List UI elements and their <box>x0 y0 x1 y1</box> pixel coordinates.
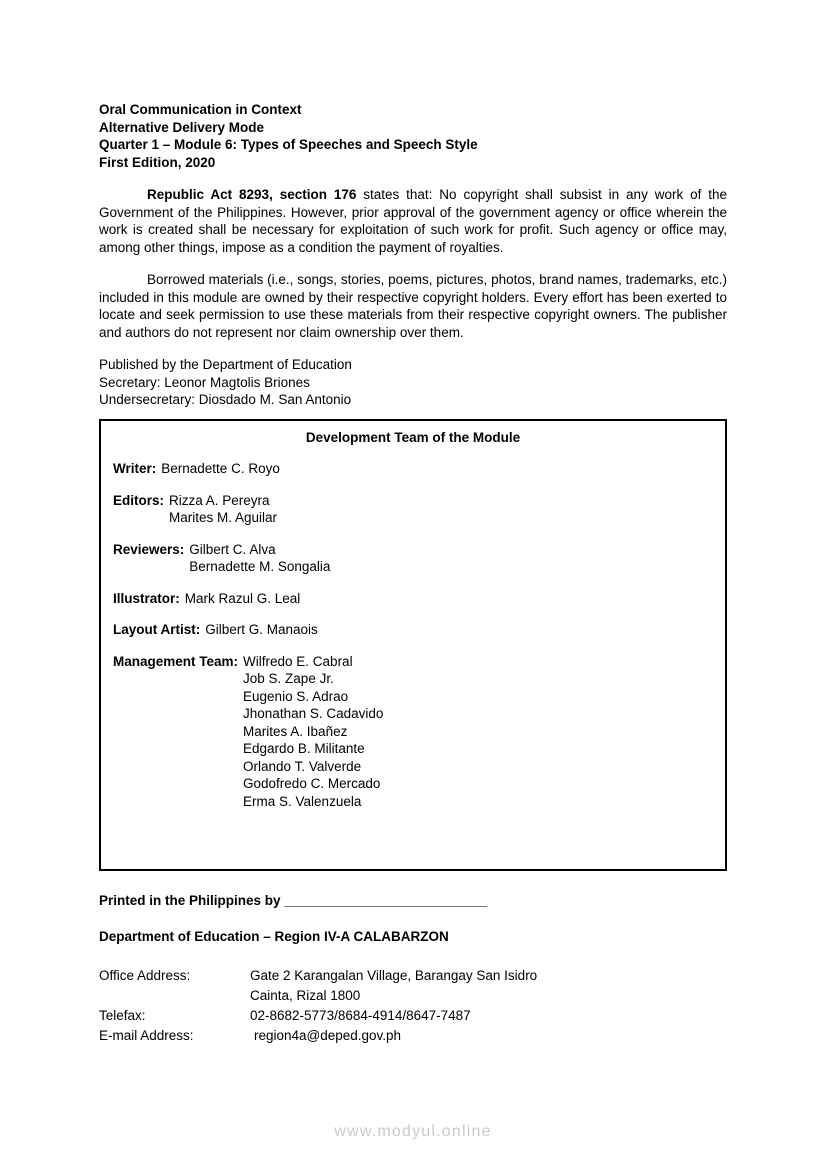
contact-values <box>250 966 727 1006</box>
person-name: Marites M. Aguilar <box>169 510 278 525</box>
person-name: Job S. Zape Jr. <box>243 671 334 686</box>
person-name: Wilfredo E. Cabral <box>243 653 353 669</box>
contact-row-office-address <box>99 966 727 1006</box>
printer-blank-line: ___________________________ <box>284 892 487 908</box>
role-label: Management Team: <box>113 653 239 669</box>
person-name: Gilbert G. Manaois <box>205 622 318 637</box>
names-list <box>169 492 277 527</box>
role-label: Editors: <box>113 492 165 508</box>
names-list <box>205 621 318 639</box>
development-team-box <box>99 419 727 871</box>
names-list <box>243 653 383 811</box>
person-name: Gilbert C. Alva <box>189 541 276 557</box>
module-title-block <box>99 101 727 171</box>
contact-values <box>250 1006 727 1026</box>
person-name: Rizza A. Pereyra <box>169 492 270 508</box>
contact-values <box>250 1026 727 1046</box>
development-team-title: Development Team of the Module <box>305 429 521 445</box>
role-label: Writer: <box>113 461 157 476</box>
role-label: Reviewers: <box>113 541 185 557</box>
printed-in-philippines-line <box>99 892 727 910</box>
copyright-paragraph <box>99 186 727 256</box>
names-list <box>161 460 280 478</box>
contact-label: E-mail Address: <box>99 1027 194 1043</box>
role-label: Layout Artist: <box>113 622 201 637</box>
dev-team-entry-writer <box>113 460 713 478</box>
dev-team-entry-layout-artist <box>113 621 713 639</box>
person-name: Eugenio S. Adrao <box>243 688 349 704</box>
module-title-line: Alternative Delivery Mode <box>99 119 265 135</box>
person-name: Jhonathan S. Cadavido <box>243 706 384 721</box>
republic-act-ref: Republic Act 8293, section 176 <box>147 187 357 202</box>
dev-team-entry-reviewers <box>113 541 713 576</box>
dev-team-entry-management <box>113 653 713 811</box>
republic-act-text: states that: No copyright shall subsist in any work of the Government of the Philippines. However, prior approval of the government agency or office wherein the work is created shall be necessary for exploitation of such work for profit. Such agency or office may, among other things, impose as a condition the payment of royalties. <box>99 187 727 255</box>
person-name: Edgardo B. Militante <box>243 741 365 756</box>
contact-block <box>99 966 727 1046</box>
person-name: Orlando T. Valverde <box>243 758 362 774</box>
person-name: Godofredo C. Mercado <box>243 776 381 791</box>
contact-label: Telefax: <box>99 1007 146 1023</box>
dev-team-entry-illustrator <box>113 590 713 608</box>
contact-label: Office Address: <box>99 967 191 983</box>
department-region-line: Department of Education – Region IV-A CALABARZON <box>99 929 449 944</box>
published-by-line: Published by the Department of Education <box>99 357 352 372</box>
person-name: Mark Razul G. Leal <box>184 590 301 606</box>
module-title-line: First Edition, 2020 <box>99 154 216 170</box>
watermark-text: www.modyul.online <box>334 1123 492 1140</box>
role-label: Illustrator: <box>113 590 180 606</box>
contact-row-email <box>99 1026 727 1046</box>
undersecretary-line: Undersecretary: Diosdado M. San Antonio <box>99 392 352 407</box>
person-name: Erma S. Valenzuela <box>243 793 362 809</box>
contact-row-telefax <box>99 1006 727 1026</box>
module-title-line: Oral Communication in Context <box>99 102 302 117</box>
person-name: Bernadette C. Royo <box>161 461 280 476</box>
publisher-block <box>99 356 727 409</box>
office-address-line: Cainta, Rizal 1800 <box>250 987 361 1003</box>
secretary-line: Secretary: Leonor Magtolis Briones <box>99 374 310 390</box>
email-value: region4a@deped.gov.ph <box>254 1027 402 1043</box>
borrowed-materials-paragraph: Borrowed materials (i.e., songs, stories, poems, pictures, photos, brand names, trademarks, etc.) included in this module are owned by their respective copyright holders. Every effort has been exerted to locate and seek permission to use these materials from their respective copyright owners. The publisher and authors do not represent nor claim ownership over them. <box>99 272 727 340</box>
dev-team-entry-editors <box>113 492 713 527</box>
person-name: Bernadette M. Songalia <box>189 559 331 574</box>
names-list <box>189 541 330 576</box>
person-name: Marites A. Ibañez <box>243 723 348 739</box>
office-address-line: Gate 2 Karangalan Village, Barangay San Isidro <box>250 967 538 983</box>
telefax-value: 02-8682-5773/8684-4914/8647-7487 <box>250 1007 471 1023</box>
names-list <box>185 590 301 608</box>
printed-by-label: Printed in the Philippines by <box>99 892 285 908</box>
module-title-line: Quarter 1 – Module 6: Types of Speeches and Speech Style <box>99 137 478 152</box>
